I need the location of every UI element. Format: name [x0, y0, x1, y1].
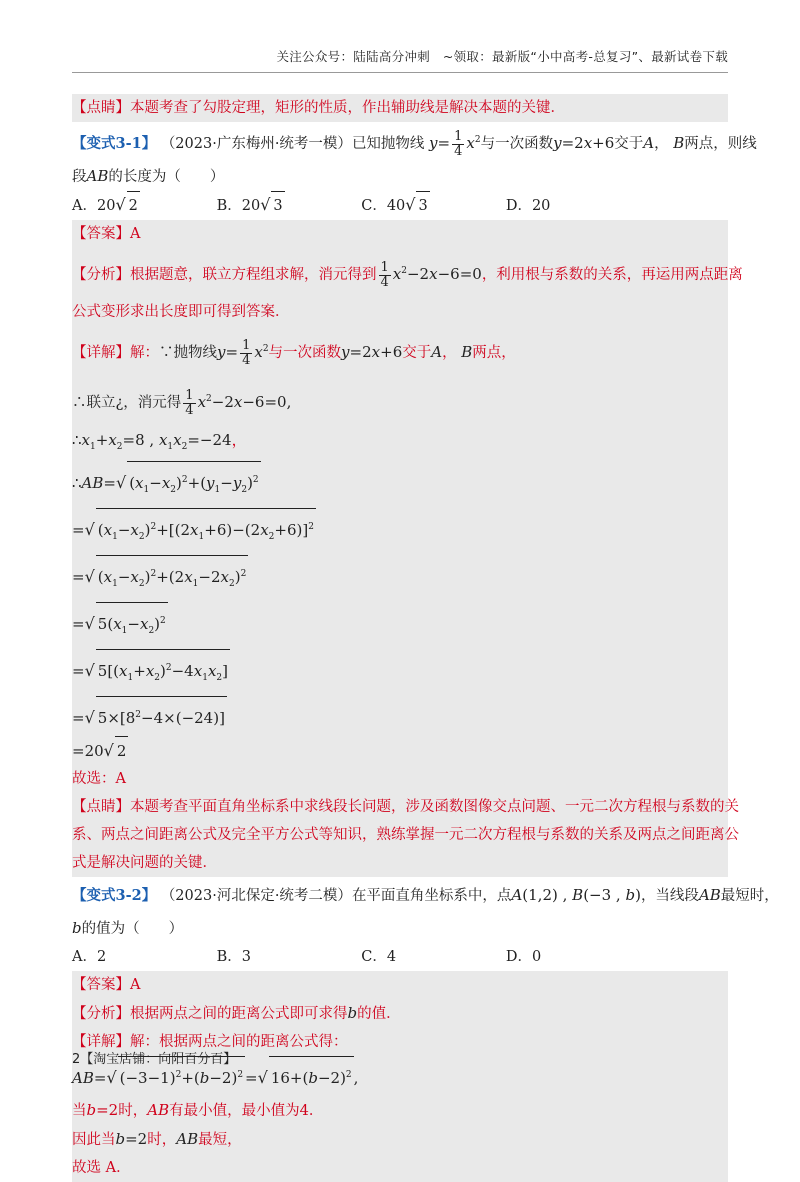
document-body: [72, 94, 779, 1182]
q31-line: y=2x+6: [553, 134, 615, 152]
q31-text-a: 已知抛物线: [351, 136, 425, 152]
q31-eq-5: =√ $(x_1-x_2)^2+(2x_1-2x_2)^2$: [72, 555, 728, 602]
q31-answer: 【答案】A: [72, 226, 141, 242]
q31-text-d: 两点，则线: [684, 136, 757, 152]
q31-analysis: 【分析】根据题意，联立方程组求解，消元得到 $\frac{1}{4}$ $x^2-2x-6=0$，利用根与系数的关系，再运用两点距离: [72, 259, 743, 290]
q31-detail: 【详解】解：∵抛物线y= $\frac{1}{4}$ $x^2$与一次函数y=2x+6交于A， B两点，: [72, 337, 516, 368]
q31-eq-1: ∴联立¿，消元得 $\frac{1}{4}$ $x^2-2x-6=0$,: [72, 387, 292, 418]
q31-option-b: B．20√ 3: [217, 191, 357, 220]
q31-eq-9: =20√ 2: [72, 736, 728, 765]
q31-options: [72, 191, 728, 220]
q31-tag: 【变式3-1】: [72, 135, 157, 152]
header-divider: [72, 72, 728, 73]
q31-dianjing-2: 系、两点之间距离公式及完全平方公式等知识，熟练掌握一元二次方程根与系数的关系及两点之间距离公: [72, 827, 739, 843]
q32-solution-block: [72, 971, 728, 1182]
shop-label: 【淘宝店铺：向阳百分百】: [80, 1052, 237, 1067]
q32-option-a: A．2: [72, 949, 107, 965]
q32-stem: 【变式3-2】 （2023·河北保定·统考二模）在平面直角坐标系中，点A(1,2) , B(−3 , b)，当线段AB最短时，: [72, 886, 779, 904]
q31-eq-2: $\therefore x_1+x_2=8$ , $x_1x_2=-24$，: [72, 431, 247, 452]
q31-eq-7: =√ $5[(x_1+x_2)^2-4x_1x_2]$: [72, 649, 728, 696]
q31-text-c: 交于: [614, 136, 644, 152]
q31-stem-2: 段AB的长度为（ ）: [72, 167, 225, 185]
q32-stem-2: b的值为（ ）: [72, 919, 184, 937]
q31-text-b: 与一次函数: [480, 136, 554, 152]
q32-option-b: B．3: [216, 949, 251, 965]
q31-solution-block: [72, 220, 743, 877]
q31-eq-3: ∴AB=√ $(x_1-x_2)^2+(y_1-y_2)^2$: [72, 461, 728, 508]
q32-option-c: C．4: [361, 949, 397, 965]
q31-analysis-2: 公式变形求出长度即可得到答案．: [72, 304, 290, 320]
q31-eq-8: =√ $5\times[8^2-4\times(-24)]$: [72, 696, 728, 736]
q32-analysis: 【分析】根据两点之间的距离公式即可求得b的值．: [72, 1004, 401, 1022]
q31-option-a: A．20√ 2: [72, 191, 212, 220]
q32-detail: 【详解】解：根据两点之间的距离公式得：: [72, 1034, 348, 1050]
page-footer: [72, 1048, 236, 1067]
dianjing-1: 【点睛】本题考查了勾股定理，矩形的性质，作出辅助线是解决本题的关键．: [72, 94, 728, 122]
q31-dianjing: 【点睛】本题考查平面直角坐标系中求线段长问题，涉及函数图像交点问题、一元二次方程根与系数的关: [72, 799, 739, 815]
q31-source: （2023·广东梅州·统考一模）: [160, 136, 352, 152]
q31-option-c: C．40√ 3: [361, 191, 501, 220]
q32-tag: 【变式3-2】: [72, 887, 157, 904]
q31-eq-6: =√ $5(x_1-x_2)^2$: [72, 602, 728, 649]
q31-option-d: D．20: [505, 198, 551, 214]
q31-parabola: y= $\frac{1}{4}$ $x^2$: [429, 128, 481, 159]
q32-options: [72, 943, 728, 971]
q32-when: 当b=2时，AB有最小值，最小值为4．: [72, 1101, 324, 1119]
q31-choose: 故选：A: [72, 771, 126, 787]
q32-thus: 因此当b=2时，AB最短，: [72, 1130, 242, 1148]
q31-dianjing-3: 式是解决问题的关键．: [72, 855, 217, 871]
q32-answer: 【答案】A: [72, 977, 141, 993]
q32-option-d: D．0: [505, 949, 542, 965]
page-number: 2: [72, 1052, 81, 1067]
q31-eq-4: =√ $(x_1-x_2)^2+[(2x_1+6)-(2x_2+6)]^2$: [72, 508, 728, 555]
q32-eq-1: AB=√ $(-3-1)^2+(b-2)^2$ =√ $16+(b-2)^2$ ,: [72, 1056, 728, 1096]
q32-choose: 故选 A．: [72, 1160, 131, 1176]
page-header: 关注公众号：陆陆高分冲刺 ~领取：最新版“小中高考-总复习”、最新试卷下载: [276, 49, 728, 64]
q31-stem: 【变式3-1】 （2023·广东梅州·统考一模）已知抛物线 y= $\frac{1}{4}$ $x^2$与一次函数y=2x+6交于A， B两点，则线: [72, 128, 757, 159]
